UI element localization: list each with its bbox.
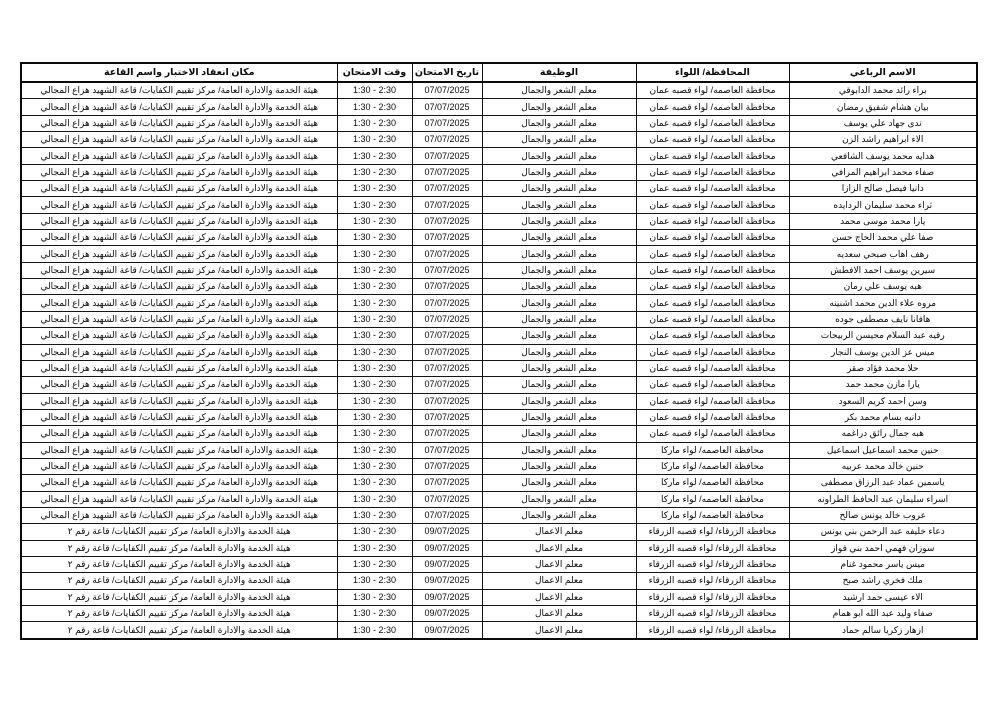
table-row bbox=[21, 606, 977, 622]
cell-name: ملك فخري راشد صبح bbox=[789, 573, 977, 589]
cell-governorate: محافظة العاصمه/ لواء قصبه عمان bbox=[636, 262, 789, 278]
cell-exam-date: 07/07/2025 bbox=[412, 344, 482, 360]
cell-exam-date: 07/07/2025 bbox=[412, 507, 482, 523]
cell-name: صفاء محمد ابراهيم المرافي bbox=[789, 164, 977, 180]
table-row bbox=[21, 377, 977, 393]
cell-exam-time: 1:30 - 2:30 bbox=[337, 328, 412, 344]
header-location: مكان انعقاد الاختبار واسم القاعة bbox=[21, 63, 337, 82]
table-row bbox=[21, 328, 977, 344]
cell-exam-time: 1:30 - 2:30 bbox=[337, 246, 412, 262]
cell-exam-time: 1:30 - 2:30 bbox=[337, 556, 412, 572]
table-row bbox=[21, 197, 977, 213]
table-row bbox=[21, 311, 977, 327]
cell-job: معلم الاعمال bbox=[482, 573, 636, 589]
cell-name: هافانا نايف مصطفى جوده bbox=[789, 311, 977, 327]
cell-exam-date: 09/07/2025 bbox=[412, 573, 482, 589]
cell-location: هيئة الخدمة والادارة العامة/ مركز تقييم الكفايات/ قاعة الشهيد هزاع المجالي bbox=[21, 426, 337, 442]
cell-job: معلم الشعر والجمال bbox=[482, 360, 636, 376]
cell-name: بيان هشام شفيق رمضان bbox=[789, 99, 977, 115]
cell-job: معلم الشعر والجمال bbox=[482, 328, 636, 344]
cell-governorate: محافظة الزرقاء/ لواء قصبه الزرقاء bbox=[636, 540, 789, 556]
table-row bbox=[21, 344, 977, 360]
cell-name: هبه يوسف علي رمان bbox=[789, 279, 977, 295]
cell-job: معلم الشعر والجمال bbox=[482, 82, 636, 99]
cell-location: هيئة الخدمة والادارة العامة/ مركز تقييم الكفايات/ قاعة الشهيد هزاع المجالي bbox=[21, 442, 337, 458]
cell-exam-time: 1:30 - 2:30 bbox=[337, 409, 412, 425]
cell-location: هيئة الخدمة والادارة العامة/ مركز تقييم الكفايات/ قاعة الشهيد هزاع المجالي bbox=[21, 311, 337, 327]
cell-governorate: محافظة العاصمه/ لواء ماركا bbox=[636, 442, 789, 458]
cell-location: هيئة الخدمة والادارة العامة/ مركز تقييم الكفايات/ قاعة رقم ٢ bbox=[21, 573, 337, 589]
cell-governorate: محافظة العاصمه/ لواء قصبه عمان bbox=[636, 328, 789, 344]
cell-location: هيئة الخدمة والادارة العامة/ مركز تقييم الكفايات/ قاعة رقم ٢ bbox=[21, 622, 337, 639]
cell-exam-date: 07/07/2025 bbox=[412, 132, 482, 148]
cell-exam-date: 07/07/2025 bbox=[412, 409, 482, 425]
cell-exam-time: 1:30 - 2:30 bbox=[337, 197, 412, 213]
cell-location: هيئة الخدمة والادارة العامة/ مركز تقييم الكفايات/ قاعة الشهيد هزاع المجالي bbox=[21, 279, 337, 295]
cell-location: هيئة الخدمة والادارة العامة/ مركز تقييم الكفايات/ قاعة رقم ٢ bbox=[21, 556, 337, 572]
cell-job: معلم الشعر والجمال bbox=[482, 507, 636, 523]
cell-name: صفاء وليد عبد الله ابو همام bbox=[789, 606, 977, 622]
cell-exam-date: 07/07/2025 bbox=[412, 442, 482, 458]
cell-job: معلم الشعر والجمال bbox=[482, 377, 636, 393]
cell-location: هيئة الخدمة والادارة العامة/ مركز تقييم الكفايات/ قاعة رقم ٢ bbox=[21, 524, 337, 540]
cell-governorate: محافظة العاصمه/ لواء قصبه عمان bbox=[636, 377, 789, 393]
table-row bbox=[21, 164, 977, 180]
cell-exam-date: 07/07/2025 bbox=[412, 458, 482, 474]
cell-name: صفا علي محمد الحاج حسن bbox=[789, 230, 977, 246]
cell-name: ياسمين عماد عبد الرزاق مصطفى bbox=[789, 475, 977, 491]
table-row bbox=[21, 556, 977, 572]
cell-job: معلم الشعر والجمال bbox=[482, 230, 636, 246]
cell-job: معلم الشعر والجمال bbox=[482, 458, 636, 474]
cell-name: هدايه محمد يوسف الشافعي bbox=[789, 148, 977, 164]
cell-exam-date: 09/07/2025 bbox=[412, 556, 482, 572]
cell-location: هيئة الخدمة والادارة العامة/ مركز تقييم الكفايات/ قاعة رقم ٢ bbox=[21, 606, 337, 622]
cell-location: هيئة الخدمة والادارة العامة/ مركز تقييم الكفايات/ قاعة الشهيد هزاع المجالي bbox=[21, 393, 337, 409]
cell-job: معلم الشعر والجمال bbox=[482, 475, 636, 491]
cell-exam-date: 07/07/2025 bbox=[412, 328, 482, 344]
cell-location: هيئة الخدمة والادارة العامة/ مركز تقييم الكفايات/ قاعة الشهيد هزاع المجالي bbox=[21, 197, 337, 213]
cell-name: حلا محمد فؤاد صقر bbox=[789, 360, 977, 376]
header-job: الوظيفة bbox=[482, 63, 636, 82]
cell-exam-time: 1:30 - 2:30 bbox=[337, 213, 412, 229]
table-row bbox=[21, 491, 977, 507]
cell-governorate: محافظة العاصمه/ لواء قصبه عمان bbox=[636, 213, 789, 229]
cell-governorate: محافظة العاصمه/ لواء قصبه عمان bbox=[636, 295, 789, 311]
cell-exam-time: 1:30 - 2:30 bbox=[337, 573, 412, 589]
cell-job: معلم الشعر والجمال bbox=[482, 246, 636, 262]
cell-exam-time: 1:30 - 2:30 bbox=[337, 491, 412, 507]
cell-job: معلم الاعمال bbox=[482, 524, 636, 540]
header-exam-date: تاريخ الامتحان bbox=[412, 63, 482, 82]
cell-location: هيئة الخدمة والادارة العامة/ مركز تقييم الكفايات/ قاعة رقم ٢ bbox=[21, 589, 337, 605]
table-row bbox=[21, 573, 977, 589]
cell-job: معلم الشعر والجمال bbox=[482, 344, 636, 360]
cell-name: عروب خالد يونس صالح bbox=[789, 507, 977, 523]
cell-governorate: محافظة الزرقاء/ لواء قصبه الزرقاء bbox=[636, 606, 789, 622]
cell-exam-time: 1:30 - 2:30 bbox=[337, 622, 412, 639]
table-row bbox=[21, 426, 977, 442]
table-row bbox=[21, 622, 977, 639]
cell-governorate: محافظة العاصمه/ لواء قصبه عمان bbox=[636, 197, 789, 213]
cell-exam-date: 09/07/2025 bbox=[412, 606, 482, 622]
exam-table-body bbox=[21, 82, 977, 639]
cell-job: معلم الشعر والجمال bbox=[482, 491, 636, 507]
cell-exam-date: 07/07/2025 bbox=[412, 295, 482, 311]
table-row bbox=[21, 540, 977, 556]
cell-location: هيئة الخدمة والادارة العامة/ مركز تقييم الكفايات/ قاعة الشهيد هزاع المجالي bbox=[21, 230, 337, 246]
cell-governorate: محافظة العاصمه/ لواء قصبه عمان bbox=[636, 279, 789, 295]
table-row bbox=[21, 279, 977, 295]
cell-job: معلم الشعر والجمال bbox=[482, 442, 636, 458]
cell-exam-time: 1:30 - 2:30 bbox=[337, 507, 412, 523]
cell-exam-date: 07/07/2025 bbox=[412, 82, 482, 99]
cell-job: معلم الشعر والجمال bbox=[482, 262, 636, 278]
cell-name: يارا محمد موسى محمد bbox=[789, 213, 977, 229]
cell-exam-time: 1:30 - 2:30 bbox=[337, 458, 412, 474]
cell-governorate: محافظة العاصمه/ لواء قصبه عمان bbox=[636, 181, 789, 197]
cell-exam-date: 09/07/2025 bbox=[412, 589, 482, 605]
cell-name: براء رائد محمد الدابوقي bbox=[789, 82, 977, 99]
table-row bbox=[21, 458, 977, 474]
cell-governorate: محافظة العاصمه/ لواء ماركا bbox=[636, 458, 789, 474]
cell-governorate: محافظة العاصمه/ لواء قصبه عمان bbox=[636, 99, 789, 115]
cell-governorate: محافظة العاصمه/ لواء قصبه عمان bbox=[636, 311, 789, 327]
cell-exam-date: 07/07/2025 bbox=[412, 213, 482, 229]
cell-name: دعاء خليفه عبد الرحمن بني يونس bbox=[789, 524, 977, 540]
cell-name: رقيه عبد السلام محيسن الربيحات bbox=[789, 328, 977, 344]
cell-location: هيئة الخدمة والادارة العامة/ مركز تقييم الكفايات/ قاعة الشهيد هزاع المجالي bbox=[21, 115, 337, 131]
cell-location: هيئة الخدمة والادارة العامة/ مركز تقييم الكفايات/ قاعة الشهيد هزاع المجالي bbox=[21, 409, 337, 425]
table-row bbox=[21, 115, 977, 131]
cell-governorate: محافظة العاصمه/ لواء قصبه عمان bbox=[636, 360, 789, 376]
cell-exam-date: 09/07/2025 bbox=[412, 622, 482, 639]
cell-name: وسن احمد كريم السعود bbox=[789, 393, 977, 409]
cell-job: معلم الشعر والجمال bbox=[482, 181, 636, 197]
cell-job: معلم الاعمال bbox=[482, 622, 636, 639]
cell-name: مروه علاء الدين محمد اشنينه bbox=[789, 295, 977, 311]
table-row bbox=[21, 132, 977, 148]
cell-exam-time: 1:30 - 2:30 bbox=[337, 230, 412, 246]
cell-exam-time: 1:30 - 2:30 bbox=[337, 606, 412, 622]
cell-job: معلم الشعر والجمال bbox=[482, 409, 636, 425]
table-row bbox=[21, 148, 977, 164]
cell-exam-time: 1:30 - 2:30 bbox=[337, 132, 412, 148]
cell-job: معلم الشعر والجمال bbox=[482, 279, 636, 295]
cell-exam-time: 1:30 - 2:30 bbox=[337, 475, 412, 491]
cell-exam-date: 07/07/2025 bbox=[412, 148, 482, 164]
cell-location: هيئة الخدمة والادارة العامة/ مركز تقييم الكفايات/ قاعة الشهيد هزاع المجالي bbox=[21, 164, 337, 180]
cell-exam-date: 07/07/2025 bbox=[412, 491, 482, 507]
cell-governorate: محافظة العاصمه/ لواء ماركا bbox=[636, 507, 789, 523]
header-governorate: المحافظة/ اللواء bbox=[636, 63, 789, 82]
cell-location: هيئة الخدمة والادارة العامة/ مركز تقييم الكفايات/ قاعة الشهيد هزاع المجالي bbox=[21, 82, 337, 99]
cell-governorate: محافظة العاصمه/ لواء ماركا bbox=[636, 491, 789, 507]
cell-exam-date: 07/07/2025 bbox=[412, 115, 482, 131]
cell-exam-time: 1:30 - 2:30 bbox=[337, 540, 412, 556]
cell-location: هيئة الخدمة والادارة العامة/ مركز تقييم الكفايات/ قاعة رقم ٢ bbox=[21, 540, 337, 556]
cell-exam-time: 1:30 - 2:30 bbox=[337, 344, 412, 360]
cell-governorate: محافظة الزرقاء/ لواء قصبه الزرقاء bbox=[636, 589, 789, 605]
cell-exam-date: 07/07/2025 bbox=[412, 279, 482, 295]
table-row bbox=[21, 524, 977, 540]
cell-governorate: محافظة العاصمه/ لواء قصبه عمان bbox=[636, 164, 789, 180]
cell-name: ميس عز الدين يوسف النجار bbox=[789, 344, 977, 360]
cell-exam-time: 1:30 - 2:30 bbox=[337, 115, 412, 131]
cell-job: معلم الشعر والجمال bbox=[482, 132, 636, 148]
cell-location: هيئة الخدمة والادارة العامة/ مركز تقييم الكفايات/ قاعة الشهيد هزاع المجالي bbox=[21, 262, 337, 278]
cell-location: هيئة الخدمة والادارة العامة/ مركز تقييم الكفايات/ قاعة الشهيد هزاع المجالي bbox=[21, 295, 337, 311]
cell-location: هيئة الخدمة والادارة العامة/ مركز تقييم الكفايات/ قاعة الشهيد هزاع المجالي bbox=[21, 181, 337, 197]
table-row bbox=[21, 246, 977, 262]
header-exam-time: وقت الامتحان bbox=[337, 63, 412, 82]
table-row bbox=[21, 295, 977, 311]
cell-location: هيئة الخدمة والادارة العامة/ مركز تقييم الكفايات/ قاعة الشهيد هزاع المجالي bbox=[21, 328, 337, 344]
cell-exam-time: 1:30 - 2:30 bbox=[337, 279, 412, 295]
cell-location: هيئة الخدمة والادارة العامة/ مركز تقييم الكفايات/ قاعة الشهيد هزاع المجالي bbox=[21, 458, 337, 474]
cell-exam-time: 1:30 - 2:30 bbox=[337, 262, 412, 278]
cell-job: معلم الاعمال bbox=[482, 540, 636, 556]
cell-exam-time: 1:30 - 2:30 bbox=[337, 164, 412, 180]
table-row bbox=[21, 442, 977, 458]
cell-job: معلم الشعر والجمال bbox=[482, 99, 636, 115]
cell-exam-date: 07/07/2025 bbox=[412, 360, 482, 376]
cell-exam-time: 1:30 - 2:30 bbox=[337, 181, 412, 197]
cell-name: حنين محمد اسماعيل اسماعيل bbox=[789, 442, 977, 458]
cell-name: الاء ابراهيم راشد الزن bbox=[789, 132, 977, 148]
cell-job: معلم الشعر والجمال bbox=[482, 393, 636, 409]
cell-exam-date: 07/07/2025 bbox=[412, 262, 482, 278]
cell-exam-time: 1:30 - 2:30 bbox=[337, 148, 412, 164]
cell-location: هيئة الخدمة والادارة العامة/ مركز تقييم الكفايات/ قاعة الشهيد هزاع المجالي bbox=[21, 213, 337, 229]
cell-location: هيئة الخدمة والادارة العامة/ مركز تقييم الكفايات/ قاعة الشهيد هزاع المجالي bbox=[21, 148, 337, 164]
cell-name: دانيه بسام محمد بكر bbox=[789, 409, 977, 425]
cell-job: معلم الاعمال bbox=[482, 606, 636, 622]
cell-exam-date: 09/07/2025 bbox=[412, 524, 482, 540]
table-row bbox=[21, 99, 977, 115]
cell-name: حنين خالد محمد عربيه bbox=[789, 458, 977, 474]
cell-name: ميس ياسر محمود غنام bbox=[789, 556, 977, 572]
cell-job: معلم الاعمال bbox=[482, 589, 636, 605]
cell-location: هيئة الخدمة والادارة العامة/ مركز تقييم الكفايات/ قاعة الشهيد هزاع المجالي bbox=[21, 507, 337, 523]
table-row bbox=[21, 230, 977, 246]
cell-job: معلم الشعر والجمال bbox=[482, 311, 636, 327]
cell-location: هيئة الخدمة والادارة العامة/ مركز تقييم الكفايات/ قاعة الشهيد هزاع المجالي bbox=[21, 246, 337, 262]
cell-exam-time: 1:30 - 2:30 bbox=[337, 295, 412, 311]
cell-exam-date: 07/07/2025 bbox=[412, 475, 482, 491]
cell-exam-date: 07/07/2025 bbox=[412, 197, 482, 213]
cell-location: هيئة الخدمة والادارة العامة/ مركز تقييم الكفايات/ قاعة الشهيد هزاع المجالي bbox=[21, 99, 337, 115]
cell-name: دانيا فيصل صالح الزازا bbox=[789, 181, 977, 197]
header-name: الاسم الرباعي bbox=[789, 63, 977, 82]
cell-exam-date: 07/07/2025 bbox=[412, 426, 482, 442]
table-row bbox=[21, 360, 977, 376]
cell-exam-time: 1:30 - 2:30 bbox=[337, 442, 412, 458]
cell-name: الاء عيسى حمد ارشيد bbox=[789, 589, 977, 605]
cell-job: معلم الشعر والجمال bbox=[482, 115, 636, 131]
cell-job: معلم الشعر والجمال bbox=[482, 426, 636, 442]
cell-job: معلم الاعمال bbox=[482, 556, 636, 572]
cell-name: سيرين يوسف احمد الافطش bbox=[789, 262, 977, 278]
cell-location: هيئة الخدمة والادارة العامة/ مركز تقييم الكفايات/ قاعة الشهيد هزاع المجالي bbox=[21, 132, 337, 148]
cell-exam-date: 09/07/2025 bbox=[412, 540, 482, 556]
cell-governorate: محافظة العاصمه/ لواء قصبه عمان bbox=[636, 230, 789, 246]
table-row bbox=[21, 507, 977, 523]
cell-name: رهف اهاب صبحي سعديه bbox=[789, 246, 977, 262]
cell-governorate: محافظة العاصمه/ لواء قصبه عمان bbox=[636, 393, 789, 409]
cell-job: معلم الشعر والجمال bbox=[482, 164, 636, 180]
cell-exam-time: 1:30 - 2:30 bbox=[337, 360, 412, 376]
table-row bbox=[21, 82, 977, 99]
cell-exam-date: 07/07/2025 bbox=[412, 99, 482, 115]
cell-exam-time: 1:30 - 2:30 bbox=[337, 311, 412, 327]
cell-governorate: محافظة الزرقاء/ لواء قصبه الزرقاء bbox=[636, 556, 789, 572]
cell-exam-date: 07/07/2025 bbox=[412, 393, 482, 409]
cell-governorate: محافظة الزرقاء/ لواء قصبه الزرقاء bbox=[636, 573, 789, 589]
table-row bbox=[21, 262, 977, 278]
cell-governorate: محافظة العاصمه/ لواء قصبه عمان bbox=[636, 426, 789, 442]
cell-job: معلم الشعر والجمال bbox=[482, 295, 636, 311]
cell-exam-time: 1:30 - 2:30 bbox=[337, 393, 412, 409]
cell-name: سوزان فهمي احمد بني فواز bbox=[789, 540, 977, 556]
cell-governorate: محافظة العاصمه/ لواء قصبه عمان bbox=[636, 344, 789, 360]
cell-name: ندى جهاد علي يوسف bbox=[789, 115, 977, 131]
cell-name: ازهار زكريا سالم حماد bbox=[789, 622, 977, 639]
cell-exam-time: 1:30 - 2:30 bbox=[337, 589, 412, 605]
cell-location: هيئة الخدمة والادارة العامة/ مركز تقييم الكفايات/ قاعة الشهيد هزاع المجالي bbox=[21, 377, 337, 393]
cell-exam-date: 07/07/2025 bbox=[412, 181, 482, 197]
table-row bbox=[21, 181, 977, 197]
cell-name: ثراء محمد سليمان الردايده bbox=[789, 197, 977, 213]
cell-exam-time: 1:30 - 2:30 bbox=[337, 99, 412, 115]
cell-exam-date: 07/07/2025 bbox=[412, 377, 482, 393]
cell-name: يارا مازن محمد حمد bbox=[789, 377, 977, 393]
cell-location: هيئة الخدمة والادارة العامة/ مركز تقييم الكفايات/ قاعة الشهيد هزاع المجالي bbox=[21, 360, 337, 376]
cell-exam-time: 1:30 - 2:30 bbox=[337, 524, 412, 540]
table-header-row bbox=[21, 63, 977, 82]
table-row bbox=[21, 213, 977, 229]
cell-exam-date: 07/07/2025 bbox=[412, 246, 482, 262]
table-row bbox=[21, 393, 977, 409]
cell-governorate: محافظة العاصمه/ لواء قصبه عمان bbox=[636, 132, 789, 148]
table-row bbox=[21, 475, 977, 491]
cell-location: هيئة الخدمة والادارة العامة/ مركز تقييم الكفايات/ قاعة الشهيد هزاع المجالي bbox=[21, 344, 337, 360]
cell-name: هبه جمال رائق دراغمه bbox=[789, 426, 977, 442]
cell-job: معلم الشعر والجمال bbox=[482, 213, 636, 229]
cell-governorate: محافظة العاصمه/ لواء قصبه عمان bbox=[636, 148, 789, 164]
cell-exam-time: 1:30 - 2:30 bbox=[337, 377, 412, 393]
cell-governorate: محافظة العاصمه/ لواء قصبه عمان bbox=[636, 115, 789, 131]
cell-location: هيئة الخدمة والادارة العامة/ مركز تقييم الكفايات/ قاعة الشهيد هزاع المجالي bbox=[21, 475, 337, 491]
cell-governorate: محافظة العاصمه/ لواء قصبه عمان bbox=[636, 82, 789, 99]
cell-job: معلم الشعر والجمال bbox=[482, 148, 636, 164]
cell-governorate: محافظة العاصمه/ لواء ماركا bbox=[636, 475, 789, 491]
table-row bbox=[21, 589, 977, 605]
cell-exam-date: 07/07/2025 bbox=[412, 230, 482, 246]
cell-exam-time: 1:30 - 2:30 bbox=[337, 82, 412, 99]
cell-exam-date: 07/07/2025 bbox=[412, 311, 482, 327]
cell-name: اسراء سليمان عبد الحافظ الطراونه bbox=[789, 491, 977, 507]
cell-governorate: محافظة الزرقاء/ لواء قصبه الزرقاء bbox=[636, 524, 789, 540]
cell-governorate: محافظة العاصمه/ لواء قصبه عمان bbox=[636, 246, 789, 262]
exam-schedule-table bbox=[20, 62, 978, 640]
cell-exam-time: 1:30 - 2:30 bbox=[337, 426, 412, 442]
cell-governorate: محافظة العاصمه/ لواء قصبه عمان bbox=[636, 409, 789, 425]
table-row bbox=[21, 409, 977, 425]
cell-governorate: محافظة الزرقاء/ لواء قصبه الزرقاء bbox=[636, 622, 789, 639]
cell-job: معلم الشعر والجمال bbox=[482, 197, 636, 213]
cell-location: هيئة الخدمة والادارة العامة/ مركز تقييم الكفايات/ قاعة الشهيد هزاع المجالي bbox=[21, 491, 337, 507]
cell-exam-date: 07/07/2025 bbox=[412, 164, 482, 180]
